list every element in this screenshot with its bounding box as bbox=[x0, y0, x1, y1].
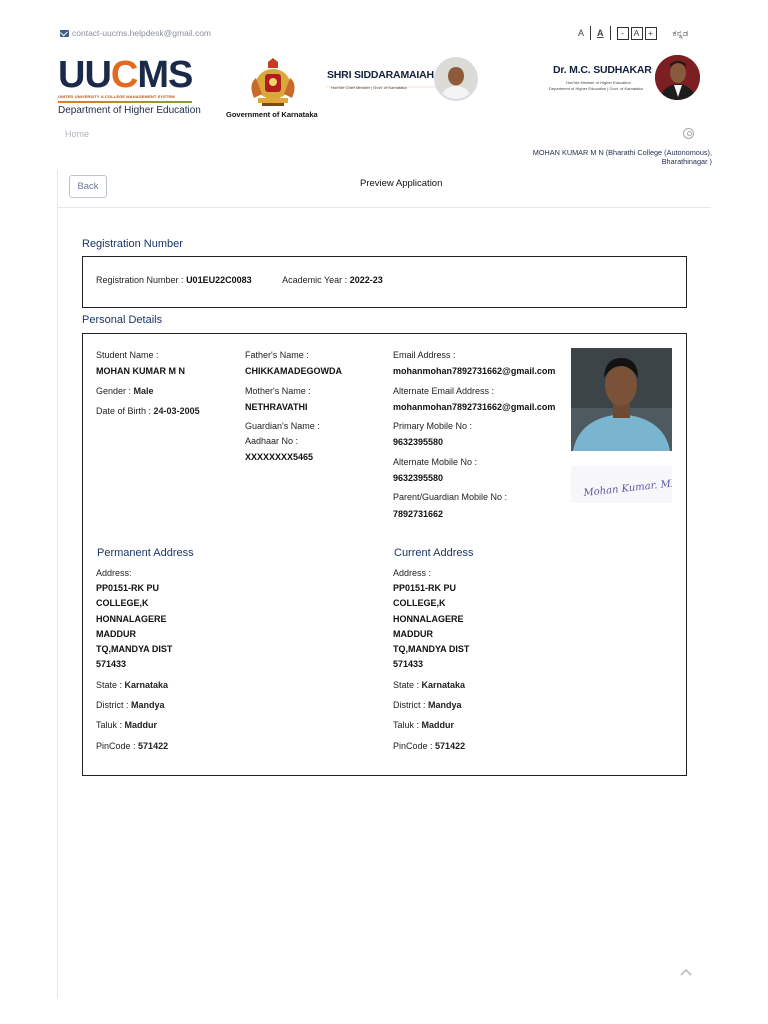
personal-section-title: Personal Details bbox=[82, 314, 163, 326]
guardian-mobile-value: 7892731662 bbox=[393, 509, 444, 519]
permanent-address-title: Permanent Address bbox=[97, 547, 194, 559]
nav-home-link[interactable]: Home bbox=[65, 129, 90, 139]
minister-subtitle: Hon'ble Minister of Higher Education bbox=[566, 80, 631, 85]
father-value: CHIKKAMADEGOWDA bbox=[245, 366, 342, 376]
minister-name: Dr. M.C. SUDHAKAR bbox=[553, 64, 652, 76]
logo-stripe bbox=[58, 101, 192, 103]
divider bbox=[590, 26, 591, 40]
alt-email-value: mohanmohan7892731662@gmail.com bbox=[393, 402, 556, 412]
reg-number-value: U01EU22C0083 bbox=[186, 275, 252, 285]
font-increase-button[interactable]: + bbox=[645, 27, 657, 40]
permanent-pincode-row: PinCode : 571422 bbox=[96, 741, 169, 751]
permanent-state-row: State : Karnataka bbox=[96, 680, 169, 690]
chevron-up-icon[interactable] bbox=[680, 968, 692, 976]
karnataka-emblem-icon bbox=[244, 58, 302, 108]
font-size-default-button[interactable]: A bbox=[597, 28, 604, 38]
logo-department: Department of Higher Education bbox=[58, 105, 201, 116]
page-title: Preview Application bbox=[360, 178, 443, 189]
academic-year-value: 2022-23 bbox=[349, 275, 383, 285]
mother-value: NETHRAVATHI bbox=[245, 402, 308, 412]
mobile-value: 9632395580 bbox=[393, 437, 444, 447]
permanent-address-label: Address: bbox=[96, 568, 132, 578]
aadhaar-label: Aadhaar No : bbox=[245, 436, 299, 446]
language-toggle[interactable]: ಕನ್ನಡ bbox=[672, 27, 689, 38]
current-state-row: State : Karnataka bbox=[393, 680, 466, 690]
font-reset-button[interactable]: A bbox=[631, 27, 643, 40]
registration-section-title: Registration Number bbox=[82, 238, 183, 250]
guardian-mobile-label: Parent/Guardian Mobile No : bbox=[393, 492, 508, 502]
permanent-taluk-row: Taluk : Maddur bbox=[96, 720, 158, 730]
contact-email-link[interactable] bbox=[60, 28, 211, 38]
registration-line bbox=[96, 275, 383, 285]
email-value: mohanmohan7892731662@gmail.com bbox=[393, 366, 556, 376]
mobile-label: Primary Mobile No : bbox=[393, 421, 473, 431]
student-signature bbox=[571, 466, 672, 503]
font-size-box-group bbox=[617, 27, 657, 40]
reg-number-label: Registration Number : bbox=[96, 275, 184, 285]
current-taluk-row: Taluk : Maddur bbox=[393, 720, 455, 730]
email-label: Email Address : bbox=[393, 350, 456, 360]
minister-photo bbox=[655, 55, 700, 100]
back-button[interactable]: Back bbox=[69, 175, 107, 198]
font-decrease-button[interactable]: - bbox=[617, 27, 629, 40]
government-label: Government of Karnataka bbox=[226, 110, 318, 119]
contact-email-text: contact-uucms.helpdesk@gmail.com bbox=[72, 28, 212, 38]
aadhaar-value: XXXXXXXX5465 bbox=[245, 452, 314, 462]
divider bbox=[57, 207, 711, 208]
father-label: Father's Name : bbox=[245, 350, 309, 360]
current-address-label: Address : bbox=[393, 568, 432, 578]
user-line: MOHAN KUMAR M N (Bharathi College (Autonomous), bbox=[532, 148, 712, 157]
current-pincode-row: PinCode : 571422 bbox=[393, 741, 466, 751]
minister-department: Department of Higher Education | Govt. of Karnataka bbox=[549, 86, 643, 91]
accessibility-font-controls bbox=[578, 26, 689, 40]
cm-subtitle: Hon'ble Chief Minister | Govt. of Karnataka bbox=[331, 85, 407, 90]
alt-mobile-label: Alternate Mobile No : bbox=[393, 457, 478, 467]
student-name-value: MOHAN KUMAR M N bbox=[96, 366, 185, 376]
uucms-logo[interactable] bbox=[58, 54, 201, 116]
mail-icon bbox=[60, 30, 69, 37]
permanent-district-row: District : Mandya bbox=[96, 700, 165, 710]
current-address-title: Current Address bbox=[394, 547, 474, 559]
svg-text:Mohan Kumar. MN: Mohan Kumar. MN bbox=[582, 477, 672, 499]
gender-row: Gender : Male bbox=[96, 386, 154, 396]
dob-value: 24-03-2005 bbox=[153, 406, 200, 416]
alt-mobile-value: 9632395580 bbox=[393, 473, 444, 483]
alt-email-label: Alternate Email Address : bbox=[393, 386, 495, 396]
logo-wordmark: UUCMS bbox=[58, 54, 193, 96]
gender-value: Male bbox=[133, 386, 154, 396]
current-address-lines: PP0151-RK PU COLLEGE,K HONNALAGERE MADDUR TQ,MANDYA DIST 571433 bbox=[393, 583, 470, 670]
user-icon[interactable] bbox=[683, 128, 694, 139]
student-photo bbox=[571, 348, 672, 451]
logo-tagline: UNITED UNIVERSITY & COLLEGE MANAGEMENT SYSTEM bbox=[58, 94, 175, 99]
logged-in-user bbox=[492, 148, 712, 166]
font-size-small-button[interactable]: A bbox=[578, 28, 585, 38]
academic-year-label: Academic Year : bbox=[282, 275, 348, 285]
permanent-address-lines: PP0151-RK PU COLLEGE,K HONNALAGERE MADDUR TQ,MANDYA DIST 571433 bbox=[96, 583, 173, 670]
guardian-label: Guardian's Name : bbox=[245, 421, 320, 431]
divider bbox=[610, 26, 611, 40]
mother-label: Mother's Name : bbox=[245, 386, 311, 396]
dob-row: Date of Birth : 24-03-2005 bbox=[96, 406, 200, 416]
current-district-row: District : Mandya bbox=[393, 700, 462, 710]
cm-photo bbox=[434, 57, 478, 101]
cm-name: SHRI SIDDARAMAIAH bbox=[327, 69, 434, 81]
content-left-border bbox=[57, 170, 58, 998]
student-name-label: Student Name : bbox=[96, 350, 159, 360]
user-line: Bharathinagar ) bbox=[661, 157, 712, 166]
